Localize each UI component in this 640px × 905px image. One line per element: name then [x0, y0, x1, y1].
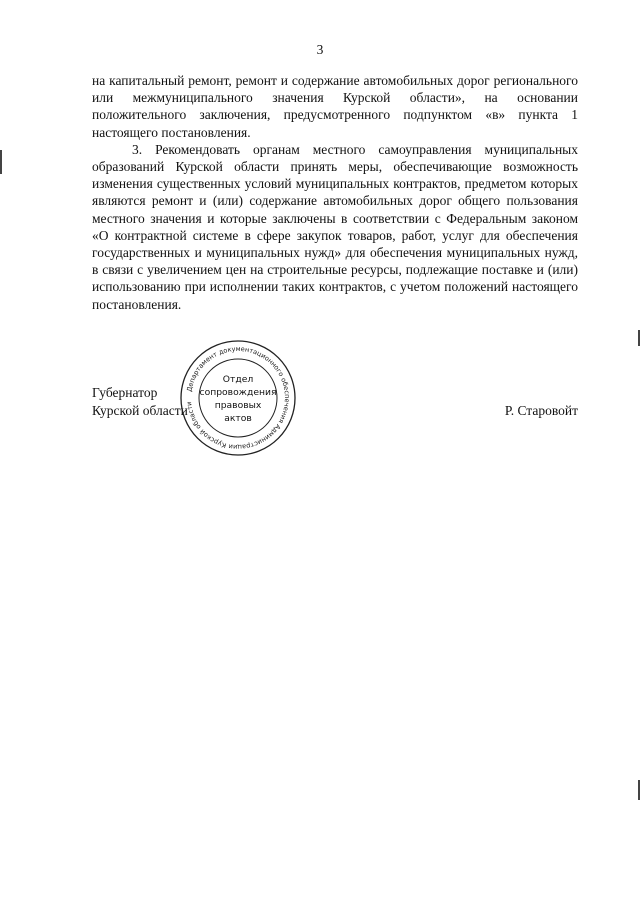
signatory-title	[92, 384, 188, 420]
stamp-line-1: Отдел	[222, 374, 254, 385]
page-number: 3	[316, 42, 324, 57]
stamp-line-4: актов	[224, 413, 252, 424]
document-body	[92, 72, 578, 313]
signatory-title-line-1: Губернатор	[92, 385, 158, 400]
official-stamp	[178, 338, 298, 458]
stamp-line-2: сопровождения	[199, 387, 277, 398]
paragraph-item-3: 3. Рекомендовать органам местного самоуправления муниципальных образований Курской области принять меры, обеспечивающие возможность изменения существенных условий муниципальных контрактов, предметом которых являются ремонт и (или) содержание автомобильных дорог общего пользования местного значения и которые заключены в соответствии с Федеральным законом «О контрактной системе в сфере закупок товаров, работ, услуг для обеспечения государственных и муниципальных нужд» для обеспечения муниципальных нужд, в связи с увеличением цен на строительные ресурсы, подлежащие поставке и (или) использованию при исполнении таких контрактов, с учетом положений настоящего постановления.	[92, 141, 578, 312]
stamp-graphic	[178, 338, 298, 458]
signatory-title-line-2: Курской области	[92, 403, 188, 418]
paragraph-continuation: на капитальный ремонт, ремонт и содержание автомобильных дорог регионального или межмуниципального значения Курской области», на основании положительного заключения, предусмотренного подпунктом «в» пункта 1 настоящего постановления.	[92, 73, 578, 140]
left-scan-edge-mark	[0, 150, 2, 174]
stamp-line-3: правовых	[214, 400, 262, 411]
stamp-ring-text: Департамент документационного обеспечения Администрации Курской области	[185, 344, 292, 452]
signatory-name: Р. Старовойт	[504, 403, 578, 418]
